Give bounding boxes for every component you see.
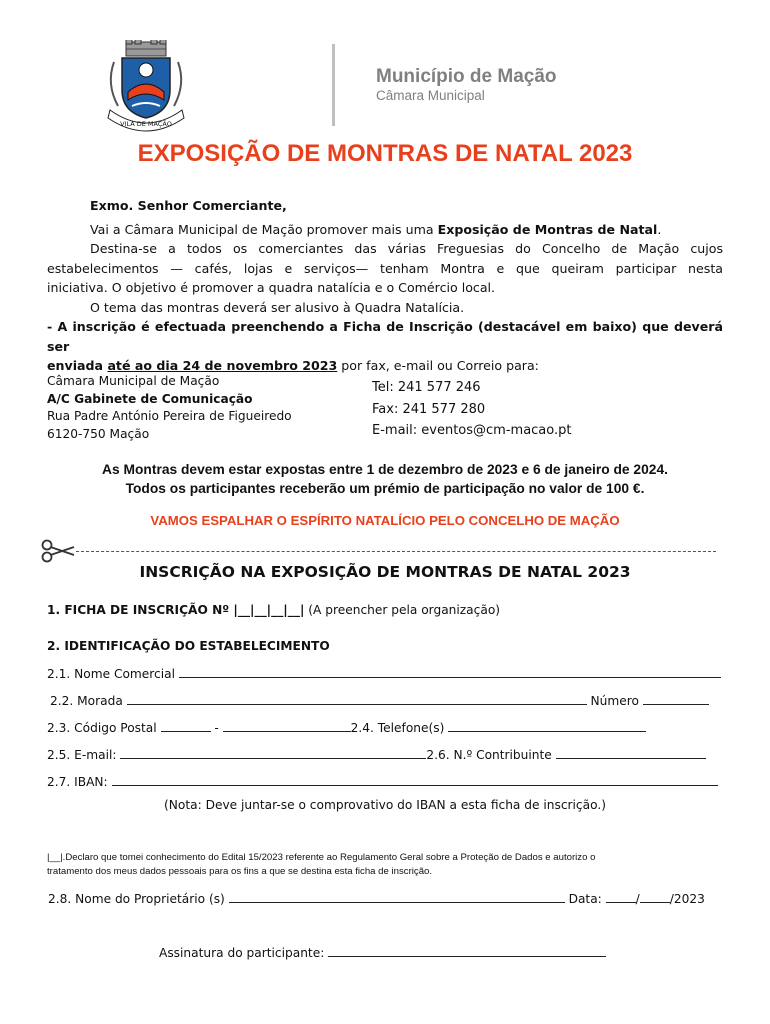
data-label: Data: [568, 892, 602, 906]
address-line-1: Câmara Municipal de Mação [47, 374, 220, 388]
iban-row [47, 773, 718, 789]
letter-paragraph-2-line-3: iniciativa. O objetivo é promover a quadra natalícia e o Comércio local. [47, 280, 496, 295]
nome-comercial-label: 2.1. Nome Comercial [47, 667, 175, 681]
p1-end: . [657, 221, 662, 237]
p4-deadline: até ao dia 24 de novembro 2023 [107, 358, 338, 373]
letter-greeting: Exmo. Senhor Comerciante, [90, 198, 287, 213]
numero-field[interactable] [643, 692, 709, 705]
proprietario-row [48, 890, 705, 906]
letter-paragraph-2-line-2: estabelecimentos — cafés, lojas e serviços— tenham Montra e que queiram participar nesta [47, 260, 723, 276]
ficha-label: 1. FICHA DE INSCRIÇÃO Nº |__|__|__|__| [47, 603, 305, 617]
iban-field[interactable] [112, 773, 718, 786]
codigo-postal-field-1[interactable] [161, 719, 211, 732]
letter-paragraph-4-line-1: - A inscrição é efectuada preenchendo a Ficha de Inscrição (destacável em baixo) que deverá ser [47, 319, 723, 354]
letter-paragraph-3: O tema das montras deverá ser alusivo à Quadra Natalícia. [90, 299, 465, 315]
nome-comercial-field[interactable] [179, 665, 721, 678]
date-separator: / [635, 892, 640, 906]
date-day-field[interactable] [606, 890, 636, 903]
dates-line-1: As Montras devem estar expostas entre 1 de dezembro de 2023 e 6 de janeiro de 2024. [102, 462, 668, 477]
page-title: EXPOSIÇÃO DE MONTRAS DE NATAL 2023 [137, 140, 633, 167]
telefone-label: 2.4. Telefone(s) [350, 721, 445, 735]
contact-tel: Tel: 241 577 246 [372, 380, 481, 395]
numero-label: Número [590, 694, 639, 708]
proprietario-label: 2.8. Nome do Proprietário (s) [48, 892, 225, 906]
scissors-icon [40, 538, 76, 564]
chamber-name: Câmara Municipal [376, 88, 485, 103]
gdpr-line-2: tratamento dos meus dados pessoais para os fins a que se destina esta ficha de inscrição. [47, 866, 433, 877]
header-divider [332, 44, 335, 126]
codigo-postal-row [47, 719, 646, 735]
p1-text: Vai a Câmara Municipal de Mação promover mais uma [90, 221, 438, 237]
codigo-postal-field-2[interactable] [223, 719, 351, 732]
exhibition-dates [0, 461, 770, 498]
contact-fax: Fax: 241 577 280 [372, 401, 486, 417]
iban-label: 2.7. IBAN: [47, 775, 108, 789]
morada-label: 2.2. Morada [50, 694, 123, 708]
cut-line [76, 551, 716, 552]
iban-note: (Nota: Deve juntar-se o comprovativo do IBAN a esta ficha de inscrição.) [164, 798, 606, 812]
assinatura-row [159, 944, 606, 960]
dates-line-2: Todos os participantes receberão um prémio de participação no valor de 100 €. [125, 480, 645, 496]
email-row [47, 746, 706, 762]
email-field[interactable] [120, 746, 426, 759]
municipality-name: Município de Mação [376, 66, 557, 87]
address-line-4: 6120-750 Mação [47, 426, 150, 441]
date-year: /2023 [669, 892, 705, 906]
address-line-3: Rua Padre António Pereira de Figueiredo [47, 409, 292, 423]
ficha-note: (A preencher pela organização) [304, 603, 501, 617]
date-month-field[interactable] [640, 890, 670, 903]
slogan: VAMOS ESPALHAR O ESPÍRITO NATALÍCIO PELO CONCELHO DE MAÇÃO [150, 513, 620, 528]
contribuinte-field[interactable] [556, 746, 706, 759]
address-line-2: A/C Gabinete de Comunicação [47, 391, 253, 406]
telefone-field[interactable] [448, 719, 646, 732]
gdpr-declaration[interactable] [47, 851, 727, 879]
contact-email: E-mail: eventos@cm-macao.pt [372, 423, 572, 438]
nome-comercial-row [47, 665, 721, 681]
letter-paragraph-2-line-1: Destina-se a todos os comerciantes das várias Freguesias do Concelho de Mação cujos [90, 241, 723, 256]
form-title: INSCRIÇÃO NA EXPOSIÇÃO DE MONTRAS DE NATAL 2023 [139, 563, 631, 581]
ficha-number-row [47, 603, 500, 617]
morada-row [50, 692, 709, 708]
assinatura-label: Assinatura do participante: [159, 946, 325, 960]
morada-field[interactable] [127, 692, 587, 705]
municipal-crest-logo [104, 40, 188, 132]
contribuinte-label: 2.6. N.º Contribuinte [426, 748, 552, 762]
section-2-heading: 2. IDENTIFICAÇÃO DO ESTABELECIMENTO [47, 639, 330, 653]
assinatura-field[interactable] [328, 944, 606, 957]
letter-paragraph-1 [47, 220, 723, 240]
postal-address [47, 373, 292, 443]
codigo-postal-label: 2.3. Código Postal [47, 721, 157, 735]
email-label: 2.5. E-mail: [47, 748, 117, 762]
contact-info [372, 377, 571, 442]
codigo-postal-dash: - [214, 721, 219, 735]
gdpr-line-1: |__|.Declaro que tomei conhecimento do Edital 15/2023 referente ao Regulamento Geral sobre a Proteção de Dados e autorizo o [47, 852, 596, 863]
letter-body [47, 196, 723, 376]
crest-motto: VILA DE MAÇÃO [120, 120, 172, 128]
p4-bold: enviada [47, 358, 108, 373]
p4-tail: por fax, e-mail ou Correio para: [337, 358, 539, 373]
proprietario-field[interactable] [229, 890, 565, 903]
p1-bold: Exposição de Montras de Natal [437, 221, 658, 237]
